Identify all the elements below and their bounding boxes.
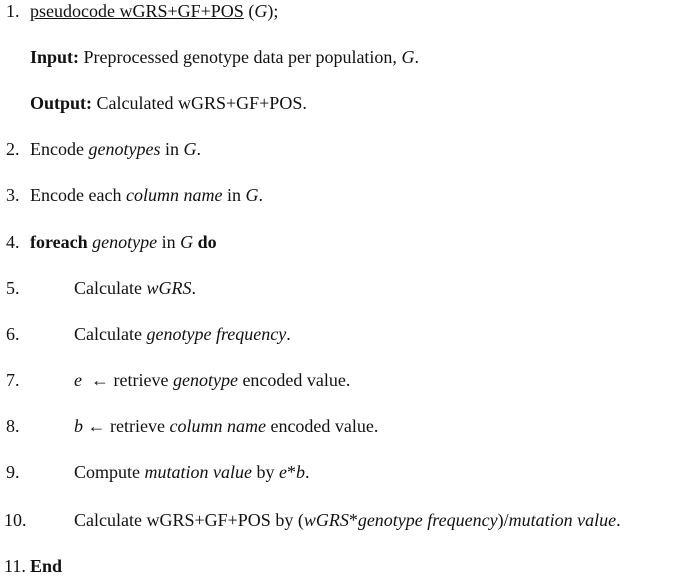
input-label: Input: — [30, 47, 80, 67]
param-var: G — [254, 1, 268, 21]
line-number: 6. — [6, 324, 20, 344]
var-e: e — [74, 370, 82, 390]
var-b: b — [74, 416, 83, 436]
line-number: 1. — [6, 1, 20, 21]
algorithm-name: pseudocode wGRS+GF+POS — [30, 1, 244, 21]
line-number: 10. — [4, 510, 27, 530]
algorithm-header: pseudocode wGRS+GF+POS (G); — [30, 1, 279, 21]
line-number: 2. — [6, 139, 20, 159]
keyword-foreach: foreach — [30, 232, 88, 252]
line-number: 4. — [6, 232, 20, 252]
keyword-do: do — [197, 232, 217, 252]
line-number: 9. — [6, 462, 20, 482]
keyword-end: End — [30, 556, 63, 576]
line-number: 5. — [6, 278, 20, 298]
line-number: 8. — [6, 416, 20, 436]
line-number: 7. — [6, 370, 20, 390]
output-label: Output: — [30, 93, 93, 113]
line-number: 3. — [6, 185, 20, 205]
line-number: 11. — [4, 556, 26, 576]
